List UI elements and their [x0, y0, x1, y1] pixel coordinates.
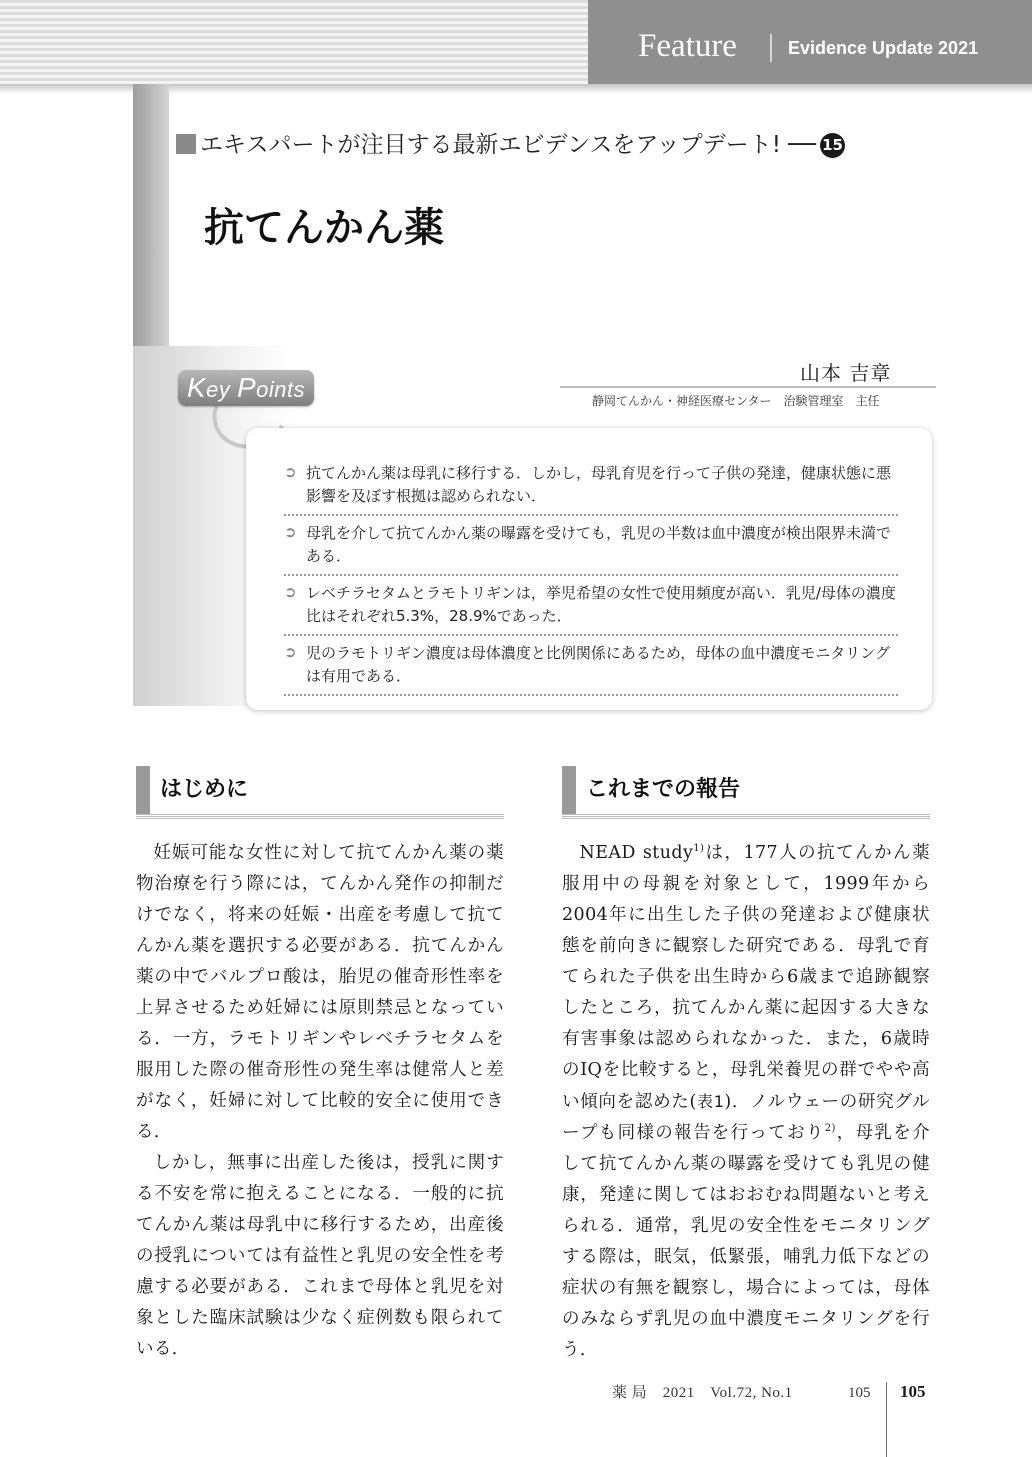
- series-number-badge: 15: [820, 133, 845, 158]
- badge-text-ey: ey: [206, 377, 237, 402]
- badge-letter-k: K: [186, 372, 207, 403]
- section-bar: [562, 766, 576, 814]
- section-heading-text: はじめに: [160, 777, 249, 802]
- footer-page-small: 105: [848, 1385, 871, 1401]
- section-rule: [562, 814, 930, 819]
- section-rule: [136, 814, 504, 819]
- key-point-item: [284, 580, 898, 636]
- body-column-right: [562, 838, 930, 1366]
- key-point-text: 抗てんかん薬は母乳に移行する．しかし，母乳育児を行って子供の発達，健康状態に悪影響を及ぼす根拠は認められない．: [306, 464, 892, 505]
- key-point-item: [284, 460, 898, 516]
- author-rule: [560, 386, 936, 388]
- author-affiliation: 静岡てんかん・神経医療センター 治験管理室 主任: [592, 394, 880, 408]
- footer-divider: [886, 1382, 887, 1457]
- body-paragraph: 妊娠可能な女性に対して抗てんかん薬の薬物治療を行う際には，てんかん発作の抑制だけでなく，将来の妊娠・出産を考慮して抗てんかん薬を選択する必要がある．抗てんかん薬の中でバルプロ酸は，胎児の催奇形性率を上昇させるため妊婦には原則禁忌となっている．一方，ラモトリギンやレベチラセタムを服用した際の催奇形性の発生率は健常人と差がなく，妊婦に対して比較的安全に使用できる．: [136, 843, 504, 1142]
- circle-arrow-icon: ➲: [284, 523, 297, 541]
- body-text: は，177人の抗てんかん薬服用中の母親を対象として，1999年から2004年に出生した子供の発達および健康状態を前向きに観察した研究である．母乳で育てられた子供を出生時から6歳まで追跡観察したところ，抗てんかん薬に起因する大きな有害事象は認められなかった．また，6歳時のIQを比較すると，母乳栄養児の群でやや高い傾向を認めた(: [562, 843, 930, 1112]
- badge-letter-p: P: [236, 372, 257, 403]
- section-heading-report: [562, 766, 930, 814]
- key-point-text: 母乳を介して抗てんかん薬の曝露を受けても，乳児の半数は血中濃度が検出限界未満である．: [306, 524, 892, 565]
- author-name: 山本 吉章: [800, 361, 892, 385]
- badge-text-oints: oints: [256, 377, 306, 402]
- body-text: NEAD study: [579, 843, 694, 863]
- feature-label: Feature: [638, 28, 737, 64]
- key-point-text: レベチラセタムとラモトリギンは，挙児希望の女性で使用頻度が高い．乳児/母体の濃度比はそれぞれ5.3%，28.9%であった．: [306, 584, 896, 625]
- body-paragraph: しかし，無事に出産した後は，授乳に関する不安を常に抱えることになる．一般的に抗てんかん薬は母乳中に移行するため，出産後の授乳については有益性と乳児の安全性を考慮する必要がある．これまで母体と乳児を対象とした臨床試験は少なく症例数も限られている．: [136, 1153, 504, 1359]
- circle-arrow-icon: ➲: [284, 463, 297, 481]
- reference-marker[interactable]: 2): [824, 1123, 836, 1135]
- reference-marker[interactable]: 1): [693, 843, 705, 855]
- footer-page-number: 105: [900, 1382, 926, 1401]
- header-divider: [770, 34, 772, 62]
- section-bar: [136, 766, 150, 814]
- square-bullet-icon: [176, 134, 196, 154]
- left-accent-bar: [133, 84, 169, 346]
- body-paragraph: [562, 838, 930, 1366]
- evidence-update-label: Evidence Update 2021: [788, 38, 979, 58]
- body-text: )．ノルウェーの研究グループも同様の報告を行っており: [562, 1092, 930, 1143]
- key-point-item: [284, 520, 898, 576]
- section-heading-intro: [136, 766, 504, 814]
- section-heading-text: これまでの報告: [586, 777, 741, 802]
- table-reference[interactable]: 表1: [696, 1092, 725, 1111]
- series-text: エキスパートが注目する最新エビデンスをアップデート! ──: [200, 132, 817, 158]
- body-column-left: [136, 838, 504, 1365]
- series-heading: [176, 128, 845, 162]
- key-point-item: [284, 640, 898, 696]
- circle-arrow-icon: ➲: [284, 583, 297, 601]
- footer-journal: 薬 局 2021 Vol.72, No.1: [612, 1385, 793, 1401]
- circle-arrow-icon: ➲: [284, 643, 297, 661]
- key-points-badge: [178, 370, 314, 406]
- key-points-list: [284, 460, 898, 700]
- header-stripes: [0, 0, 588, 84]
- article-title: 抗てんかん薬: [204, 205, 444, 251]
- key-point-text: 児のラモトリギン濃度は母体濃度と比例関係にあるため，母体の血中濃度モニタリングは有用である．: [306, 644, 890, 685]
- body-text: ，母乳を介して抗てんかん薬の曝露を受けても乳児の健康，発達に関してはおおむね問題ないと考えられる．通常，乳児の安全性をモニタリングする際は，眠気，低緊張，哺乳力低下などの症状の有無を観察し，場合によっては，母体のみならず乳児の血中濃度モニタリングを行う．: [562, 1123, 930, 1360]
